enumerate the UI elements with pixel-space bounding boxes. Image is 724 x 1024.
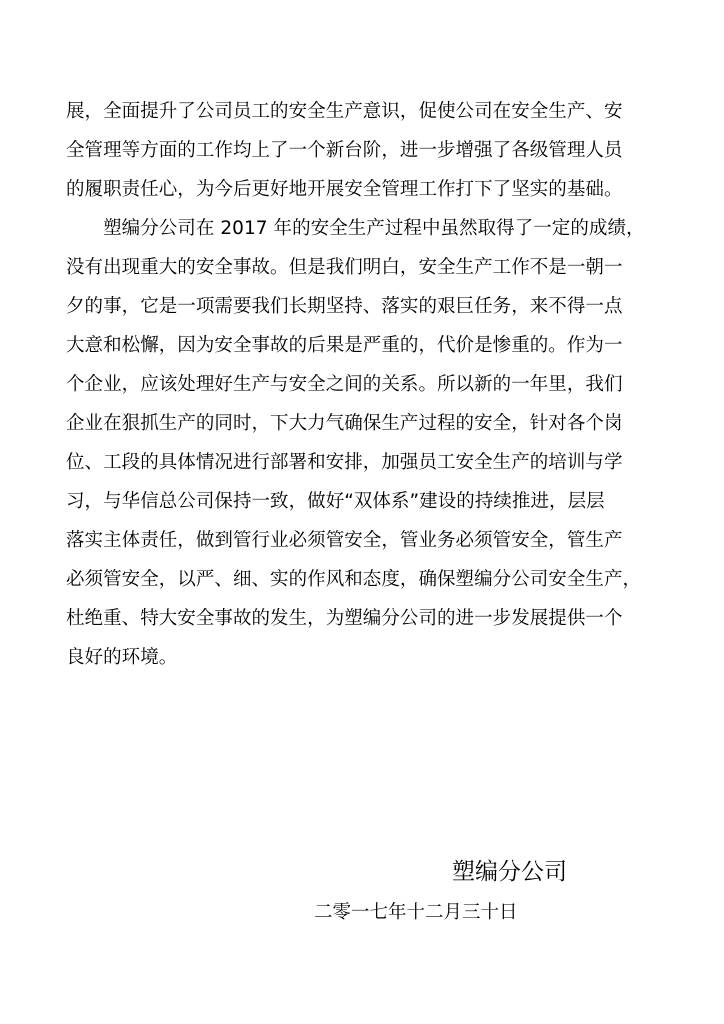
body-text-line: 没有出现重大的安全事故。但是我们明白，安全生产工作不是一朝一 bbox=[66, 257, 623, 278]
body-text-line: 个企业，应该处理好生产与安全之间的关系。所以新的一年里，我们 bbox=[66, 374, 623, 395]
signature-company: 塑编分公司 bbox=[452, 859, 567, 885]
body-text-line: 杜绝重、特大安全事故的发生，为塑编分公司的进一步发展提供一个 bbox=[66, 608, 623, 629]
body-text-line: 企业在狠抓生产的同时，下大力气确保生产过程的安全，针对各个岗 bbox=[66, 413, 623, 434]
body-text-line: 塑编分公司在 2017 年的安全生产过程中虽然取得了一定的成绩， bbox=[66, 218, 645, 239]
body-text-line: 位、工段的具体情况进行部署和安排，加强员工安全生产的培训与学 bbox=[66, 452, 623, 473]
body-text-line: 展，全面提升了公司员工的安全生产意识，促使公司在安全生产、安 bbox=[66, 101, 623, 122]
body-text-line: 的履职责任心，为今后更好地开展安全管理工作打下了坚实的基础。 bbox=[66, 179, 623, 200]
body-text-line: 良好的环境。 bbox=[66, 647, 178, 668]
body-text-line: 夕的事，它是一项需要我们长期坚持、落实的艰巨任务，来不得一点 bbox=[66, 296, 623, 317]
signature-date: 二零一七年十二月三十日 bbox=[314, 902, 518, 923]
body-text-line: 落实主体责任，做到管行业必须管安全，管业务必须管安全，管生产 bbox=[66, 530, 623, 551]
body-text-line: 习，与华信总公司保持一致，做好“双体系”建设的持续推进，层层 bbox=[66, 491, 605, 512]
body-text-line: 全管理等方面的工作均上了一个新台阶，进一步增强了各级管理人员 bbox=[66, 140, 623, 161]
body-text-line: 必须管安全，以严、细、实的作风和态度，确保塑编分公司安全生产， bbox=[66, 569, 642, 590]
body-text-line: 大意和松懈，因为安全事故的后果是严重的，代价是惨重的。作为一 bbox=[66, 335, 623, 356]
